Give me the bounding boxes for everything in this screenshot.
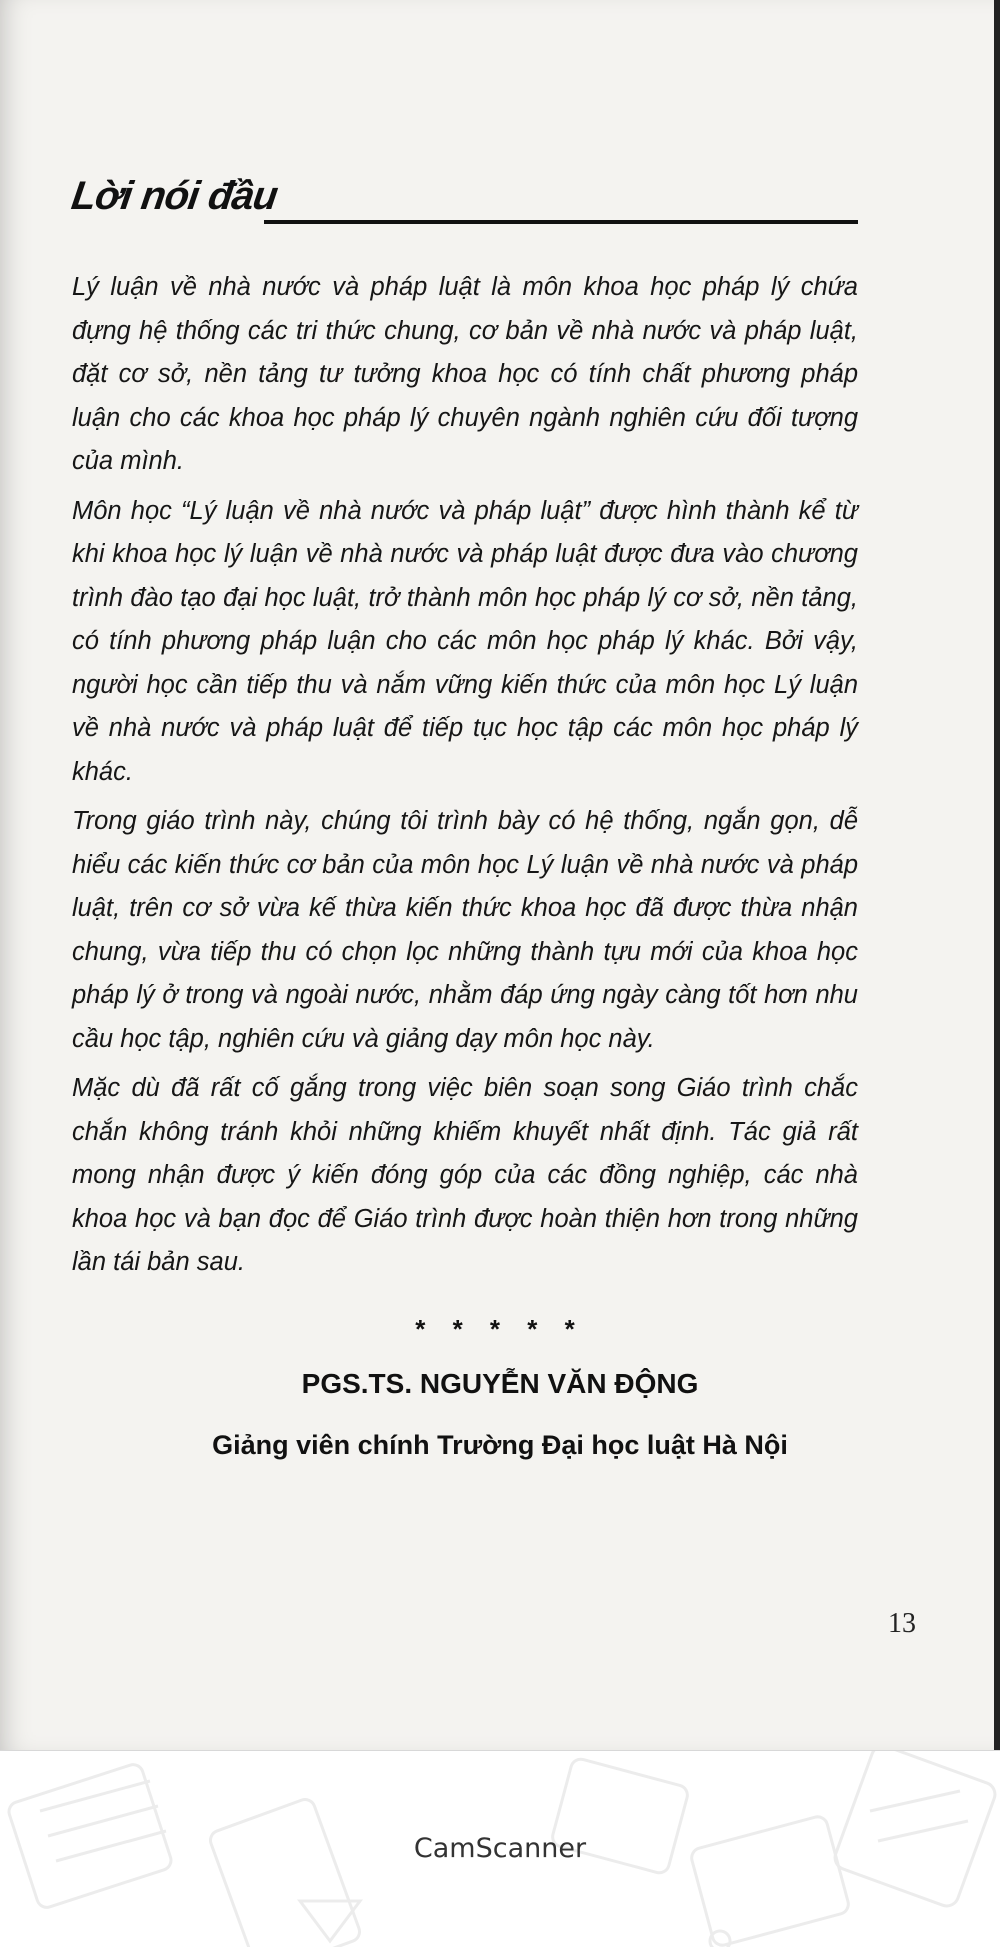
camscanner-watermark: CamScanner bbox=[413, 1833, 587, 1864]
heading-row bbox=[68, 168, 858, 228]
preface-body bbox=[72, 266, 858, 1291]
separator-stars: * * * * * bbox=[415, 1314, 585, 1344]
page-edge-shadow bbox=[994, 0, 1000, 1750]
page-number: 13 bbox=[888, 1608, 916, 1639]
author-affiliation: Giảng viên chính Trường Đại học luật Hà Nội bbox=[212, 1430, 788, 1460]
watermark-area bbox=[0, 1751, 1000, 1947]
paragraph-3: Trong giáo trình này, chúng tôi trình bày có hệ thống, ngắn gọn, dễ hiểu các kiến thức cơ bản của môn học Lý luận về nhà nước và pháp luật, trên cơ sở vừa kế thừa kiến thức khoa học đã được thừa nhận chung, vừa tiếp thu có chọn lọc những thành tựu mới của khoa học pháp lý ở trong và ngoài nước, nhằm đáp ứng ngày càng tốt hơn nhu cầu học tập, nghiên cứu và giảng dạy môn học này. bbox=[72, 807, 858, 1053]
paragraph-4: Mặc dù đã rất cố gắng trong việc biên soạn song Giáo trình chắc chắn không tránh khỏi những khiếm khuyết nhất định. Tác giả rất mong nhận được ý kiến đóng góp của các đồng nghiệp, các nhà khoa học và bạn đọc để Giáo trình được hoàn thiện hơn trong những lần tái bản sau. bbox=[72, 1074, 858, 1276]
paragraph-2: Môn học “Lý luận về nhà nước và pháp luật” được hình thành kể từ khi khoa học lý luận về nhà nước và pháp luật được đưa vào chương trình đào tạo đại học luật, trở thành môn học pháp lý cơ sở, nền tảng, có tính phương pháp luận cho các môn học pháp lý khác. Bởi vậy, người học cần tiếp thu và nắm vững kiến thức của môn học Lý luận về nhà nước và pháp luật để tiếp tục học tập các môn học pháp lý khác. bbox=[72, 496, 858, 786]
heading-rule bbox=[264, 220, 858, 224]
page-heading: Lời nói đầu bbox=[68, 174, 280, 218]
author-name: PGS.TS. NGUYỄN VĂN ĐỘNG bbox=[301, 1368, 699, 1399]
paragraph-1: Lý luận về nhà nước và pháp luật là môn khoa học pháp lý chứa đựng hệ thống các tri thức chung, cơ bản về nhà nước và pháp luật, đặt cơ sở, nền tảng tư tưởng khoa học có tính chất phương pháp luận cho các khoa học pháp lý chuyên ngành nghiên cứu đối tượng của mình. bbox=[72, 273, 858, 475]
